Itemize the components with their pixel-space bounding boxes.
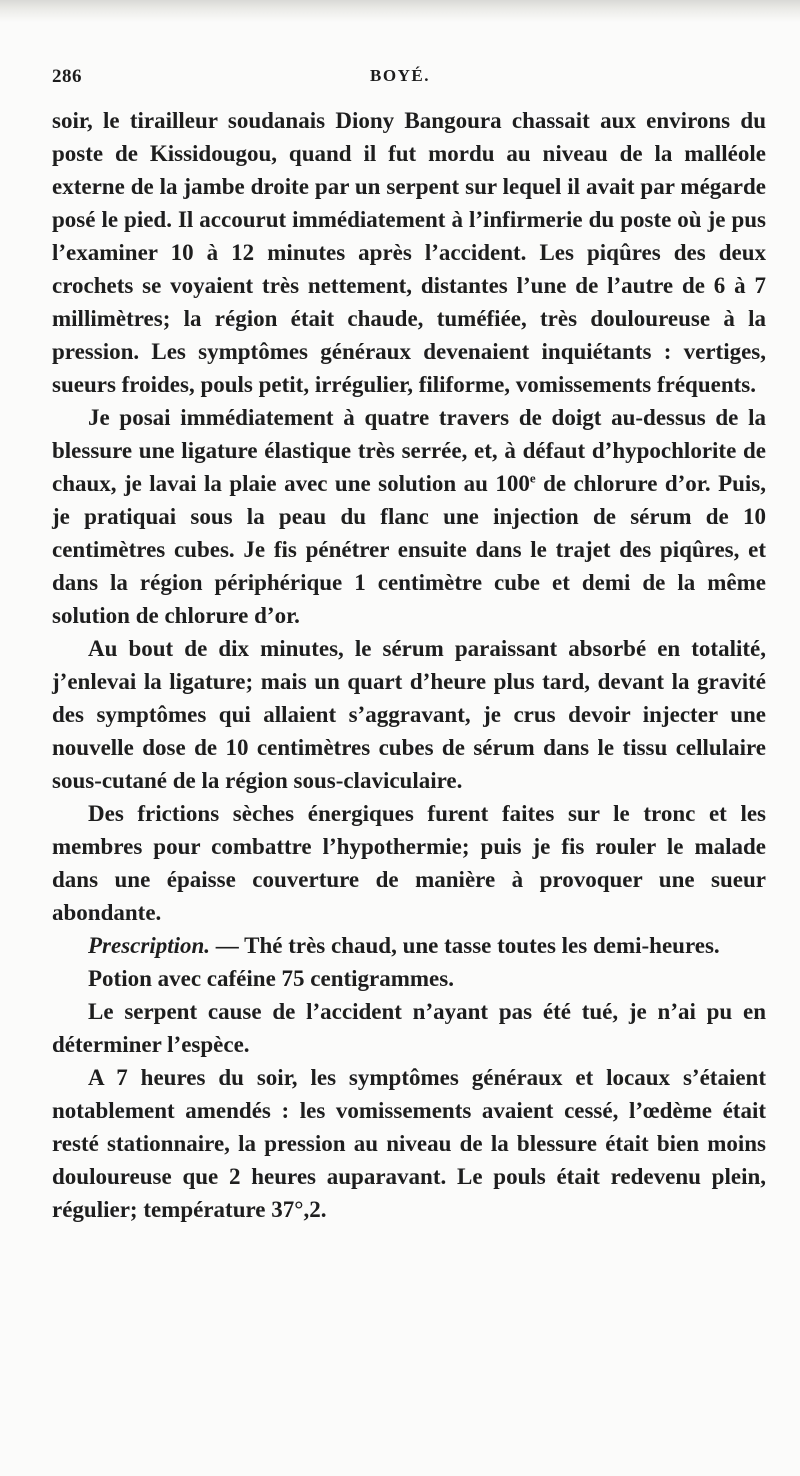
paragraph-2-start: Je posai immédiatement à quatre travers de doigt au-dessus de la blessure une ligature élastique très serrée, et, à défaut d’hypochlorite de chaux, je lavai la plaie avec une solution au: [52, 405, 766, 496]
body-text: [52, 104, 766, 1226]
running-head: BOYÉ.: [370, 66, 430, 85]
scan-edge-shadow: [0, 0, 800, 22]
paragraph-7: Le serpent cause de l’accident n’ayant pas été tué, je n’ai pu en déterminer l’espèce.: [52, 999, 766, 1057]
paragraph-6: Potion avec caféine 75 centigrammes.: [88, 966, 454, 991]
page-header: [52, 66, 748, 94]
paragraph-8: A 7 heures du soir, les symptômes généraux et locaux s’étaient notablement amendés : les vomissements avaient cessé, l’œdème était resté stationnaire, la pression au niveau de la blessure était bien moins douloureuse que 2 heures auparavant. Le pouls était redevenu plein, régulier; température 37°,2.: [52, 1065, 766, 1222]
prescription-label: Prescription.: [88, 933, 211, 958]
paragraph-3: Au bout de dix minutes, le sérum paraissant absorbé en totalité, j’enlevai la ligature; mais un quart d’heure plus tard, devant la gravité des symptômes qui allaient s’aggravant, je crus devoir injecter une nouvelle dose de 10 centimètres cubes de sérum dans le tissu cellulaire sous-cutané de la région sous-claviculaire.: [52, 636, 766, 793]
paragraph-4: Des frictions sèches énergiques furent faites sur le tronc et les membres pour combattre l’hypothermie; puis je fis rouler le malade dans une épaisse couverture de manière à provoquer une sueur abondante.: [52, 801, 766, 925]
page-number: 286: [52, 66, 82, 87]
paragraph-5: [52, 929, 766, 962]
paragraph-2-end: de chlorure d’or. Puis, je pratiquai sous la peau du flanc une injection de sérum de 10 centimètres cubes. Je fis pénétrer ensuite dans le trajet des piqûres, et dans la région périphérique 1 centimètre cube et demi de la même solution de chlorure d’or.: [52, 471, 767, 628]
prescription-text: — Thé très chaud, une tasse toutes les demi-heures.: [215, 933, 720, 958]
fraction-superscript: e: [529, 470, 536, 486]
paragraph-1: soir, le tirailleur soudanais Diony Bangoura chassait aux environs du poste de Kissidougou, quand il fut mordu au niveau de la malléole externe de la jambe droite par un serpent sur lequel il avait par mégarde posé le pied. Il accourut immédiatement à l’infirmerie du poste où je pus l’examiner 10 à 12 minutes après l’accident. Les piqûres des deux crochets se voyaient très nettement, distantes l’une de l’autre de 6 à 7 millimètres; la région était chaude, tuméfiée, très douloureuse à la pression. Les symptômes généraux devenaient inquiétants : vertiges, sueurs froides, pouls petit, irrégulier, filiforme, vomissements fréquents.: [52, 108, 766, 397]
paragraph-2: [52, 401, 766, 632]
fraction-number: 100: [495, 471, 530, 496]
